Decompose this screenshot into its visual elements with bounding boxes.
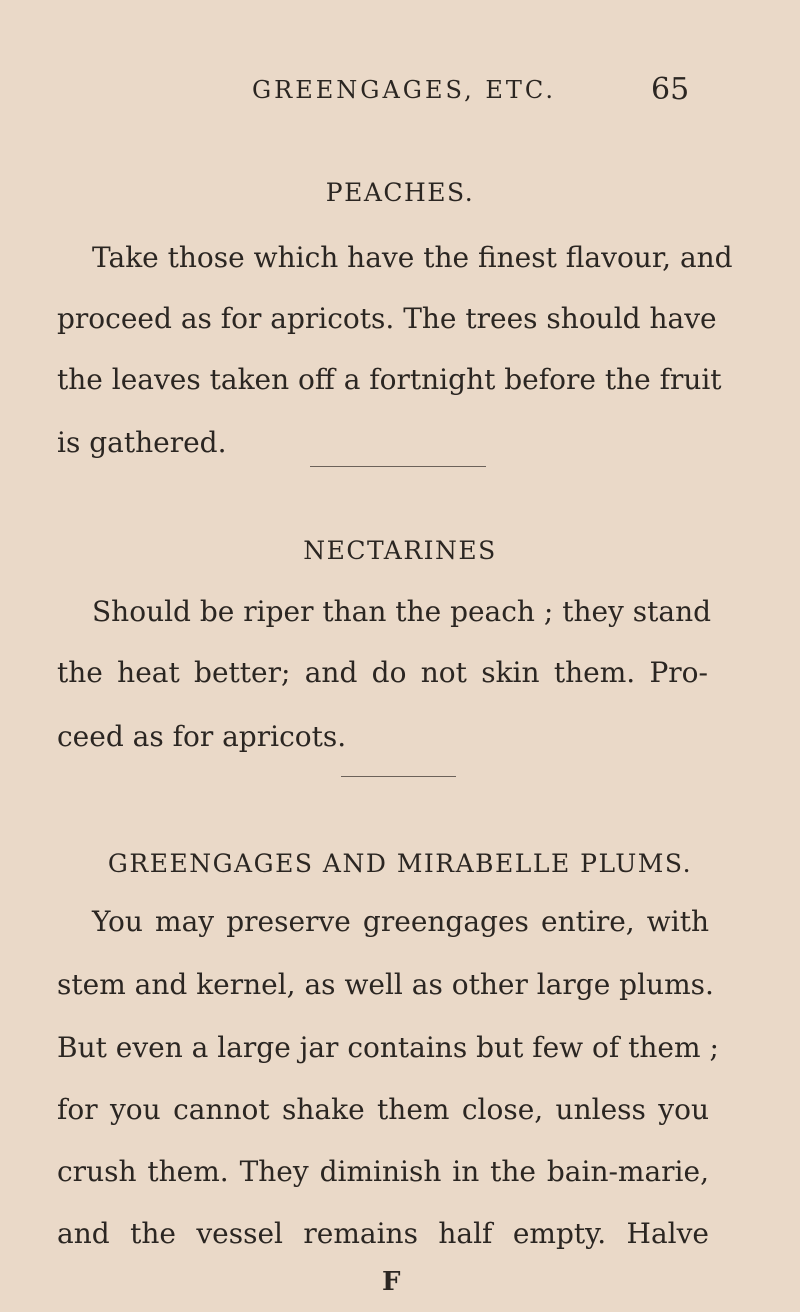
paragraph-line: and the vessel remains half empty. Halve bbox=[57, 1217, 709, 1250]
paragraph-line: stem and kernel, as well as other large plums. bbox=[57, 968, 714, 1001]
paragraph-line: Take those which have the finest flavour, and bbox=[92, 241, 733, 274]
paragraph-line: Should be riper than the peach ; they stand bbox=[92, 595, 712, 628]
section-heading-peaches: PEACHES. bbox=[325, 178, 475, 207]
paragraph-line: You may preserve greengages entire, with bbox=[92, 905, 709, 938]
section-divider bbox=[341, 776, 456, 777]
signature-mark: F bbox=[382, 1267, 401, 1297]
running-title: GREENGAGES, ETC. bbox=[252, 76, 556, 104]
page-number: 65 bbox=[651, 72, 690, 107]
paragraph-line: for you cannot shake them close, unless you bbox=[57, 1093, 709, 1126]
paragraph-line: proceed as for apricots. The trees should have bbox=[57, 302, 717, 335]
paragraph-line: the leaves taken off a fortnight before the fruit bbox=[57, 363, 722, 396]
paragraph-line: is gathered. bbox=[57, 426, 227, 459]
section-heading-nectarines: NECTARINES bbox=[303, 536, 497, 565]
paragraph-line: But even a large jar contains but few of them ; bbox=[57, 1031, 719, 1064]
section-divider bbox=[310, 466, 486, 467]
paragraph-line: the heat better; and do not skin them. Pro- bbox=[57, 656, 708, 689]
section-heading-greengages: GREENGAGES AND MIRABELLE PLUMS. bbox=[107, 849, 693, 878]
paragraph-line: ceed as for apricots. bbox=[57, 720, 347, 753]
paragraph-line: crush them. They diminish in the bain-marie, bbox=[57, 1155, 709, 1188]
